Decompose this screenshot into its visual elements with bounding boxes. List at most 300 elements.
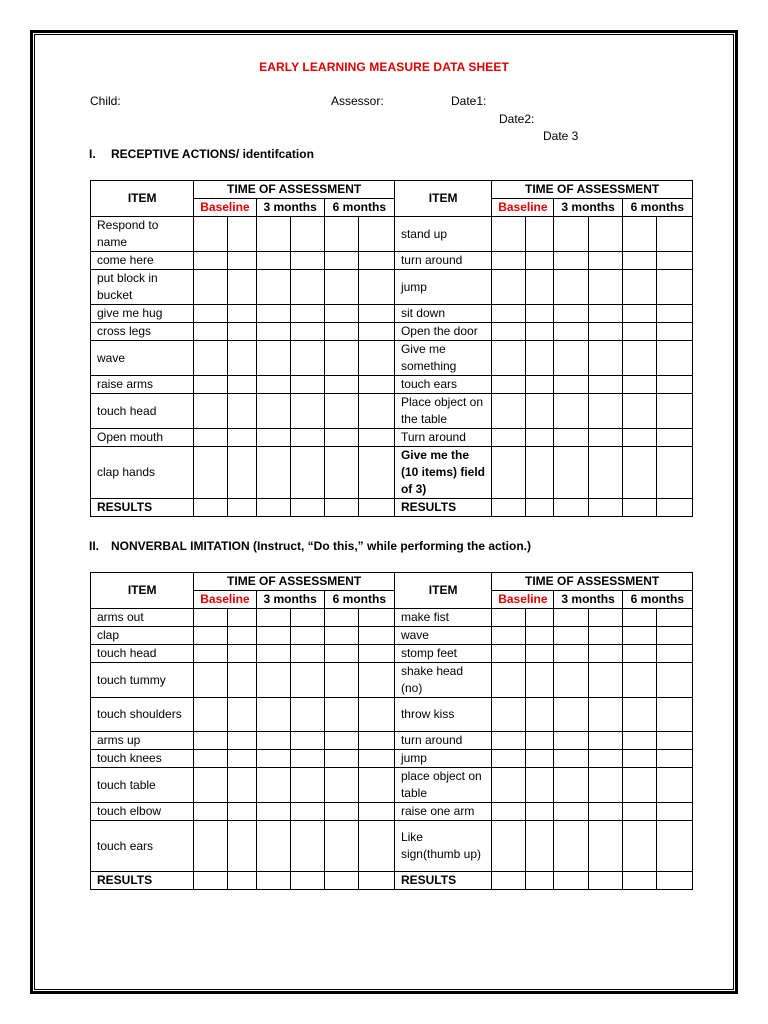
score-cell[interactable]: [228, 394, 256, 429]
score-cell[interactable]: [622, 645, 656, 663]
score-cell[interactable]: [656, 394, 692, 429]
score-cell[interactable]: [588, 270, 622, 305]
score-cell[interactable]: [588, 429, 622, 447]
score-cell[interactable]: [588, 217, 622, 252]
results-label: RESULTS: [394, 499, 491, 517]
score-cell[interactable]: [492, 270, 526, 305]
score-cell[interactable]: [228, 305, 256, 323]
score-cell[interactable]: [228, 376, 256, 394]
score-cell[interactable]: [194, 663, 228, 698]
score-cell[interactable]: [526, 663, 554, 698]
score-cell[interactable]: [492, 645, 526, 663]
score-cell[interactable]: [492, 394, 526, 429]
score-cell[interactable]: [656, 376, 692, 394]
item-label: sit down: [394, 305, 491, 323]
score-cell[interactable]: [256, 270, 290, 305]
score-cell[interactable]: [656, 609, 692, 627]
score-cell[interactable]: [194, 447, 228, 499]
score-cell[interactable]: [492, 376, 526, 394]
score-cell[interactable]: [290, 609, 324, 627]
score-cell[interactable]: [358, 394, 394, 429]
score-cell[interactable]: [526, 803, 554, 821]
score-cell[interactable]: [290, 270, 324, 305]
score-cell[interactable]: [228, 645, 256, 663]
score-cell[interactable]: [194, 750, 228, 768]
score-cell[interactable]: [194, 803, 228, 821]
score-cell[interactable]: [256, 698, 290, 732]
score-cell[interactable]: [656, 305, 692, 323]
score-cell[interactable]: [656, 732, 692, 750]
score-cell[interactable]: [622, 821, 656, 872]
score-cell[interactable]: [228, 609, 256, 627]
score-cell[interactable]: [358, 768, 394, 803]
score-cell[interactable]: [324, 447, 358, 499]
score-cell[interactable]: [358, 609, 394, 627]
score-cell[interactable]: [554, 217, 588, 252]
score-cell[interactable]: [290, 663, 324, 698]
score-cell[interactable]: [588, 609, 622, 627]
score-cell[interactable]: [622, 270, 656, 305]
score-cell[interactable]: [194, 499, 228, 517]
score-cell[interactable]: [492, 627, 526, 645]
score-cell[interactable]: [622, 447, 656, 499]
table-row: [91, 803, 693, 821]
score-cell[interactable]: [358, 341, 394, 376]
score-cell[interactable]: [358, 305, 394, 323]
score-cell[interactable]: [256, 323, 290, 341]
score-cell[interactable]: [290, 305, 324, 323]
score-cell[interactable]: [656, 447, 692, 499]
score-cell[interactable]: [554, 663, 588, 698]
results-label: RESULTS: [91, 499, 194, 517]
score-cell[interactable]: [622, 803, 656, 821]
score-cell[interactable]: [358, 499, 394, 517]
score-cell[interactable]: [622, 499, 656, 517]
score-cell[interactable]: [324, 323, 358, 341]
score-cell[interactable]: [358, 645, 394, 663]
score-cell[interactable]: [492, 323, 526, 341]
score-cell[interactable]: [256, 376, 290, 394]
score-cell[interactable]: [554, 609, 588, 627]
score-cell[interactable]: [656, 645, 692, 663]
score-cell[interactable]: [656, 821, 692, 872]
score-cell[interactable]: [228, 252, 256, 270]
time-of-assessment-header: TIME OF ASSESSMENT: [492, 573, 693, 591]
score-cell[interactable]: [194, 872, 228, 890]
score-cell[interactable]: [588, 872, 622, 890]
score-cell[interactable]: [256, 499, 290, 517]
score-cell[interactable]: [256, 803, 290, 821]
score-cell[interactable]: [324, 376, 358, 394]
score-cell[interactable]: [588, 394, 622, 429]
score-cell[interactable]: [526, 429, 554, 447]
score-cell[interactable]: [492, 341, 526, 376]
score-cell[interactable]: [656, 768, 692, 803]
score-cell[interactable]: [656, 872, 692, 890]
six-months-header: 6 months: [622, 199, 692, 217]
score-cell[interactable]: [324, 270, 358, 305]
score-cell[interactable]: [588, 376, 622, 394]
score-cell[interactable]: [290, 627, 324, 645]
score-cell[interactable]: [588, 750, 622, 768]
score-cell[interactable]: [256, 732, 290, 750]
score-cell[interactable]: [622, 750, 656, 768]
score-cell[interactable]: [256, 627, 290, 645]
score-cell[interactable]: [358, 376, 394, 394]
six-months-header: 6 months: [324, 591, 394, 609]
score-cell[interactable]: [194, 270, 228, 305]
score-cell[interactable]: [228, 732, 256, 750]
score-cell[interactable]: [492, 768, 526, 803]
score-cell[interactable]: [656, 803, 692, 821]
score-cell[interactable]: [622, 376, 656, 394]
score-cell[interactable]: [358, 698, 394, 732]
score-cell[interactable]: [622, 609, 656, 627]
score-cell[interactable]: [290, 768, 324, 803]
score-cell[interactable]: [622, 323, 656, 341]
score-cell[interactable]: [588, 341, 622, 376]
score-cell[interactable]: [256, 341, 290, 376]
score-cell[interactable]: [492, 663, 526, 698]
score-cell[interactable]: [526, 609, 554, 627]
score-cell[interactable]: [256, 821, 290, 872]
score-cell[interactable]: [622, 663, 656, 698]
score-cell[interactable]: [554, 376, 588, 394]
item-label: arms up: [91, 732, 194, 750]
score-cell[interactable]: [588, 645, 622, 663]
item-label: turn around: [394, 252, 491, 270]
score-cell[interactable]: [656, 499, 692, 517]
score-cell[interactable]: [324, 750, 358, 768]
score-cell[interactable]: [290, 750, 324, 768]
score-cell[interactable]: [256, 872, 290, 890]
score-cell[interactable]: [554, 499, 588, 517]
score-cell[interactable]: [358, 270, 394, 305]
score-cell[interactable]: [622, 217, 656, 252]
score-cell[interactable]: [492, 872, 526, 890]
item-label: raise one arm: [394, 803, 491, 821]
score-cell[interactable]: [324, 429, 358, 447]
score-cell[interactable]: [324, 305, 358, 323]
score-cell[interactable]: [492, 750, 526, 768]
score-cell[interactable]: [554, 698, 588, 732]
score-cell[interactable]: [290, 394, 324, 429]
score-cell[interactable]: [554, 341, 588, 376]
score-cell[interactable]: [324, 341, 358, 376]
score-cell[interactable]: [324, 821, 358, 872]
score-cell[interactable]: [194, 252, 228, 270]
score-cell[interactable]: [526, 323, 554, 341]
score-cell[interactable]: [554, 323, 588, 341]
item-label: make fist: [394, 609, 491, 627]
item-label: give me hug: [91, 305, 194, 323]
score-cell[interactable]: [656, 217, 692, 252]
score-cell[interactable]: [256, 447, 290, 499]
score-cell[interactable]: [622, 698, 656, 732]
score-cell[interactable]: [324, 394, 358, 429]
score-cell[interactable]: [588, 627, 622, 645]
score-cell[interactable]: [554, 627, 588, 645]
score-cell[interactable]: [554, 394, 588, 429]
score-cell[interactable]: [622, 252, 656, 270]
item-label: raise arms: [91, 376, 194, 394]
score-cell[interactable]: [194, 323, 228, 341]
score-cell[interactable]: [622, 394, 656, 429]
score-cell[interactable]: [358, 803, 394, 821]
score-cell[interactable]: [358, 429, 394, 447]
score-cell[interactable]: [656, 323, 692, 341]
score-cell[interactable]: [324, 609, 358, 627]
header-row: [91, 573, 693, 591]
score-cell[interactable]: [492, 447, 526, 499]
score-cell[interactable]: [194, 394, 228, 429]
score-cell[interactable]: [622, 627, 656, 645]
score-cell[interactable]: [324, 872, 358, 890]
score-cell[interactable]: [588, 252, 622, 270]
score-cell[interactable]: [324, 645, 358, 663]
score-cell[interactable]: [256, 394, 290, 429]
score-cell[interactable]: [324, 499, 358, 517]
score-cell[interactable]: [290, 376, 324, 394]
score-cell[interactable]: [554, 803, 588, 821]
score-cell[interactable]: [656, 750, 692, 768]
score-cell[interactable]: [554, 872, 588, 890]
score-cell[interactable]: [492, 305, 526, 323]
score-cell[interactable]: [290, 645, 324, 663]
score-cell[interactable]: [290, 447, 324, 499]
score-cell[interactable]: [290, 217, 324, 252]
score-cell[interactable]: [526, 252, 554, 270]
score-cell[interactable]: [554, 270, 588, 305]
score-cell[interactable]: [554, 447, 588, 499]
score-cell[interactable]: [324, 803, 358, 821]
score-cell[interactable]: [256, 252, 290, 270]
score-cell[interactable]: [194, 217, 228, 252]
item-label: jump: [394, 270, 491, 305]
score-cell[interactable]: [526, 645, 554, 663]
item-label: jump: [394, 750, 491, 768]
score-cell[interactable]: [526, 698, 554, 732]
score-cell[interactable]: [228, 323, 256, 341]
score-cell[interactable]: [194, 698, 228, 732]
score-cell[interactable]: [194, 821, 228, 872]
score-cell[interactable]: [492, 217, 526, 252]
score-cell[interactable]: [290, 872, 324, 890]
score-cell[interactable]: [622, 305, 656, 323]
score-cell[interactable]: [526, 768, 554, 803]
score-cell[interactable]: [228, 341, 256, 376]
score-cell[interactable]: [324, 217, 358, 252]
score-cell[interactable]: [194, 429, 228, 447]
score-cell[interactable]: [492, 732, 526, 750]
score-cell[interactable]: [554, 732, 588, 750]
score-cell[interactable]: [492, 499, 526, 517]
score-cell[interactable]: [290, 323, 324, 341]
score-cell[interactable]: [256, 429, 290, 447]
score-cell[interactable]: [194, 376, 228, 394]
score-cell[interactable]: [228, 627, 256, 645]
score-cell[interactable]: [228, 821, 256, 872]
score-cell[interactable]: [194, 627, 228, 645]
score-cell[interactable]: [194, 341, 228, 376]
score-cell[interactable]: [290, 252, 324, 270]
score-cell[interactable]: [656, 663, 692, 698]
score-cell[interactable]: [290, 499, 324, 517]
score-cell[interactable]: [526, 732, 554, 750]
score-cell[interactable]: [588, 305, 622, 323]
score-cell[interactable]: [526, 447, 554, 499]
score-cell[interactable]: [194, 305, 228, 323]
score-cell[interactable]: [358, 732, 394, 750]
item-label: Give me the (10 items) field of 3): [394, 447, 491, 499]
score-cell[interactable]: [554, 750, 588, 768]
score-cell[interactable]: [290, 698, 324, 732]
score-cell[interactable]: [324, 768, 358, 803]
score-cell[interactable]: [358, 750, 394, 768]
score-cell[interactable]: [256, 217, 290, 252]
score-cell[interactable]: [228, 270, 256, 305]
score-cell[interactable]: [526, 627, 554, 645]
score-cell[interactable]: [324, 252, 358, 270]
score-cell[interactable]: [290, 429, 324, 447]
score-cell[interactable]: [588, 323, 622, 341]
score-cell[interactable]: [228, 429, 256, 447]
table-row: [91, 663, 693, 698]
score-cell[interactable]: [656, 270, 692, 305]
score-cell[interactable]: [324, 663, 358, 698]
score-cell[interactable]: [492, 429, 526, 447]
time-of-assessment-header: TIME OF ASSESSMENT: [194, 573, 395, 591]
score-cell[interactable]: [194, 645, 228, 663]
score-cell[interactable]: [622, 429, 656, 447]
score-cell[interactable]: [588, 732, 622, 750]
score-cell[interactable]: [256, 609, 290, 627]
score-cell[interactable]: [526, 270, 554, 305]
score-cell[interactable]: [358, 821, 394, 872]
score-cell[interactable]: [358, 217, 394, 252]
score-cell[interactable]: [588, 768, 622, 803]
score-cell[interactable]: [324, 627, 358, 645]
score-cell[interactable]: [358, 872, 394, 890]
score-cell[interactable]: [194, 732, 228, 750]
section-title: RECEPTIVE ACTIONS/ identifcation: [111, 147, 314, 161]
score-cell[interactable]: [256, 663, 290, 698]
score-cell[interactable]: [554, 305, 588, 323]
score-cell[interactable]: [290, 821, 324, 872]
score-cell[interactable]: [256, 305, 290, 323]
score-cell[interactable]: [622, 732, 656, 750]
score-cell[interactable]: [358, 627, 394, 645]
score-cell[interactable]: [656, 698, 692, 732]
score-cell[interactable]: [256, 645, 290, 663]
score-cell[interactable]: [492, 252, 526, 270]
score-cell[interactable]: [554, 429, 588, 447]
score-cell[interactable]: [492, 698, 526, 732]
table-row: [91, 394, 693, 429]
score-cell[interactable]: [290, 803, 324, 821]
score-cell[interactable]: [324, 698, 358, 732]
score-cell[interactable]: [526, 821, 554, 872]
score-cell[interactable]: [358, 252, 394, 270]
item-label: wave: [91, 341, 194, 376]
score-cell[interactable]: [622, 768, 656, 803]
score-cell[interactable]: [526, 750, 554, 768]
score-cell[interactable]: [492, 609, 526, 627]
score-cell[interactable]: [554, 252, 588, 270]
score-cell[interactable]: [588, 663, 622, 698]
score-cell[interactable]: [228, 698, 256, 732]
score-cell[interactable]: [290, 732, 324, 750]
score-cell[interactable]: [526, 305, 554, 323]
score-cell[interactable]: [290, 341, 324, 376]
score-cell[interactable]: [228, 499, 256, 517]
item-label: stand up: [394, 217, 491, 252]
score-cell[interactable]: [656, 429, 692, 447]
score-cell[interactable]: [526, 499, 554, 517]
table-row: [91, 698, 693, 732]
score-cell[interactable]: [622, 341, 656, 376]
score-cell[interactable]: [526, 376, 554, 394]
score-cell[interactable]: [228, 872, 256, 890]
score-cell[interactable]: [228, 768, 256, 803]
score-cell[interactable]: [588, 803, 622, 821]
score-cell[interactable]: [588, 447, 622, 499]
score-cell[interactable]: [194, 768, 228, 803]
score-cell[interactable]: [228, 803, 256, 821]
score-cell[interactable]: [358, 323, 394, 341]
score-cell[interactable]: [588, 499, 622, 517]
score-cell[interactable]: [588, 821, 622, 872]
item-column-header: ITEM: [91, 573, 194, 609]
item-label: touch shoulders: [91, 698, 194, 732]
score-cell[interactable]: [228, 447, 256, 499]
score-cell[interactable]: [492, 803, 526, 821]
section-1-heading: [89, 147, 314, 161]
score-cell[interactable]: [554, 821, 588, 872]
score-cell[interactable]: [358, 447, 394, 499]
score-cell[interactable]: [358, 663, 394, 698]
table-row: [91, 768, 693, 803]
three-months-header: 3 months: [256, 199, 324, 217]
score-cell[interactable]: [256, 750, 290, 768]
item-label: touch elbow: [91, 803, 194, 821]
score-cell[interactable]: [324, 732, 358, 750]
score-cell[interactable]: [656, 252, 692, 270]
score-cell[interactable]: [526, 217, 554, 252]
item-label: throw kiss: [394, 698, 491, 732]
score-cell[interactable]: [228, 750, 256, 768]
table-row: [91, 323, 693, 341]
score-cell[interactable]: [656, 341, 692, 376]
score-cell[interactable]: [656, 627, 692, 645]
score-cell[interactable]: [554, 768, 588, 803]
assessor-label: Assessor:: [331, 94, 384, 108]
score-cell[interactable]: [194, 609, 228, 627]
table-row: [91, 609, 693, 627]
score-cell[interactable]: [526, 872, 554, 890]
score-cell[interactable]: [228, 663, 256, 698]
score-cell[interactable]: [228, 217, 256, 252]
score-cell[interactable]: [588, 698, 622, 732]
score-cell[interactable]: [554, 645, 588, 663]
section-2-heading: [89, 539, 531, 553]
score-cell[interactable]: [622, 872, 656, 890]
score-cell[interactable]: [492, 821, 526, 872]
score-cell[interactable]: [526, 394, 554, 429]
score-cell[interactable]: [526, 341, 554, 376]
score-cell[interactable]: [256, 768, 290, 803]
time-of-assessment-header: TIME OF ASSESSMENT: [492, 181, 693, 199]
